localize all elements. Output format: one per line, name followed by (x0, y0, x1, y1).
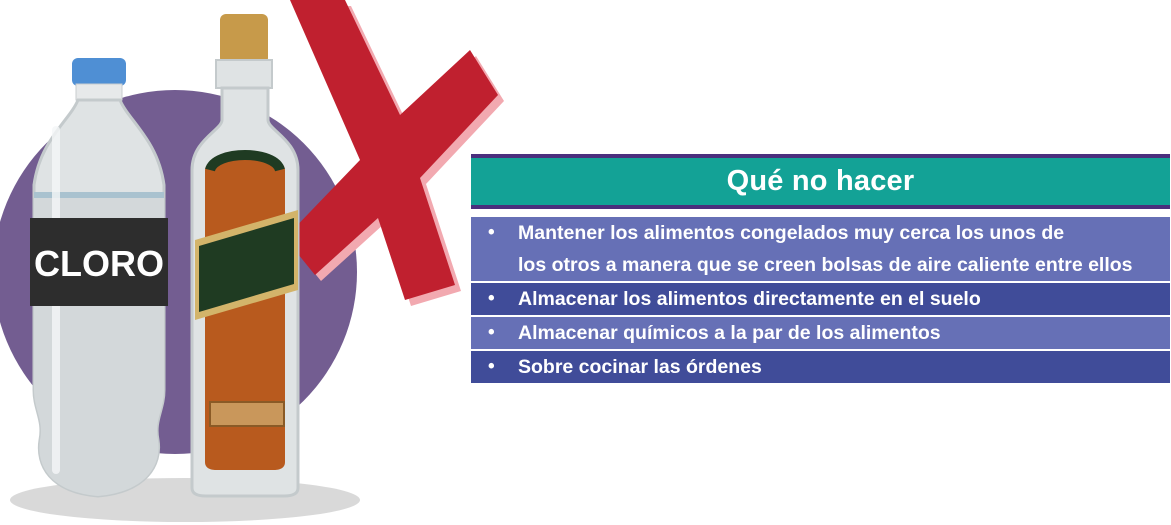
bullet-icon: • (488, 322, 495, 343)
title-bar (471, 154, 1170, 209)
list-item-text: Almacenar químicos a la par de los alimentos (518, 322, 941, 344)
list-item-text: Mantener los alimentos congelados muy cerca los unos de (518, 222, 1065, 244)
list-item (471, 283, 1170, 315)
info-panel (471, 154, 1170, 383)
panel-title: Qué no hacer (726, 165, 915, 197)
list-item (471, 317, 1170, 349)
dont-list (471, 217, 1170, 383)
liquor-bottle-icon (192, 14, 298, 496)
list-item-text: Almacenar los alimentos directamente en el suelo (518, 288, 981, 310)
list-item-text: Sobre cocinar las órdenes (518, 356, 762, 378)
list-item-text-continued: los otros a manera que se creen bolsas de aire caliente entre ellos (518, 254, 1133, 276)
bullet-icon: • (488, 222, 495, 243)
bullet-icon: • (488, 356, 495, 377)
list-item (471, 217, 1170, 281)
bottle-label: CLORO (34, 243, 164, 284)
bullet-icon: • (488, 288, 495, 309)
illustration (0, 0, 520, 525)
list-item (471, 351, 1170, 383)
